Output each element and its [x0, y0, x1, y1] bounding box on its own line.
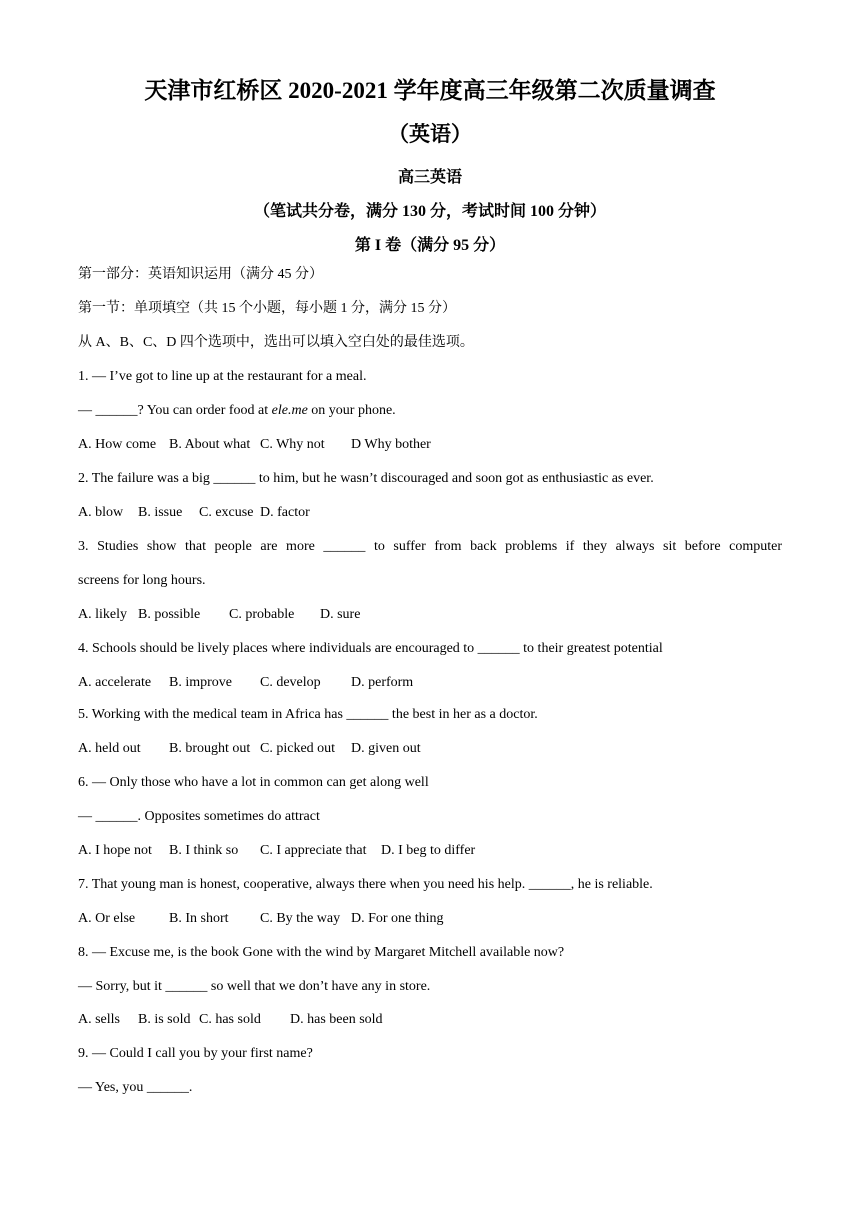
- exam-heading: 高三英语: [397, 169, 462, 186]
- exam-title: 天津市红桥区 2020-2021 学年度高三年级第二次质量调查: [144, 78, 716, 103]
- question-2-stem: 2. The failure was a big ______ to him, but he wasn’t discouraged and soon got as enthusiastic as ever.: [78, 471, 654, 486]
- question-5-option-c: C. picked out: [260, 741, 336, 756]
- question-1-stem: 1. — I’ve got to line up at the restaurant for a meal.: [78, 369, 367, 384]
- question-4-option-c: C. develop: [260, 675, 321, 690]
- question-3-option-d: D. sure: [320, 607, 361, 622]
- question-7-option-c: C. By the way: [260, 911, 341, 926]
- question-1-option-b: B. About what: [169, 437, 251, 452]
- question-4-option-d: D. perform: [351, 675, 414, 690]
- volume-title: 第 I 卷（满分 95 分）: [354, 237, 506, 254]
- question-8-option-c: C. has sold: [199, 1012, 261, 1027]
- question-6-reply: — ______. Opposites sometimes do attract: [78, 809, 320, 824]
- question-9-stem: 9. — Could I call you by your first name?: [78, 1046, 313, 1061]
- section-title: 第一节：单项填空（共 15 个小题，每小题 1 分，满分 15 分）: [78, 301, 456, 316]
- question-1-option-c: C. Why not: [260, 437, 325, 452]
- question-3-stem-line-2: screens for long hours.: [78, 573, 206, 588]
- question-1-reply-pre: — ______? You can order food at: [78, 403, 272, 418]
- question-6-option-c: C. I appreciate that: [260, 843, 367, 858]
- question-5-option-b: B. brought out: [169, 741, 251, 756]
- question-4-stem: 4. Schools should be lively places where individuals are encouraged to ______ to their greatest potential: [78, 641, 663, 656]
- question-8-option-b: B. is sold: [138, 1012, 191, 1027]
- question-3-option-b: B. possible: [138, 607, 201, 622]
- question-1-reply-em: ele.me: [271, 403, 308, 418]
- question-8-option-d: D. has been sold: [290, 1012, 383, 1027]
- question-9-reply: — Yes, you ______.: [78, 1080, 193, 1095]
- question-1-option-a: A. How come: [78, 437, 157, 452]
- question-2-option-b: B. issue: [138, 505, 183, 520]
- question-4-option-a: A. accelerate: [78, 675, 152, 690]
- question-6-option-b: B. I think so: [169, 843, 239, 858]
- question-5-option-d: D. given out: [351, 741, 421, 756]
- part-title: 第一部分：英语知识运用（满分 45 分）: [78, 267, 323, 282]
- exam-note: （笔试共分卷，满分 130 分，考试时间 100 分钟）: [253, 203, 606, 220]
- question-1-reply: [78, 402, 396, 420]
- question-2-option-a: A. blow: [78, 505, 124, 520]
- question-7-option-b: B. In short: [169, 911, 229, 926]
- question-2-option-d: D. factor: [260, 505, 310, 520]
- question-8-option-a: A. sells: [78, 1012, 120, 1027]
- question-8-reply: — Sorry, but it ______ so well that we don’t have any in store.: [78, 979, 431, 994]
- question-5-option-a: A. held out: [78, 741, 141, 756]
- directions: 从 A、B、C、D 四个选项中，选出可以填入空白处的最佳选项。: [78, 335, 474, 350]
- question-5-stem: 5. Working with the medical team in Africa has ______ the best in her as a doctor.: [78, 707, 538, 722]
- question-7-option-d: D. For one thing: [351, 911, 444, 926]
- question-3-stem-line-1: 3. Studies show that people are more ______ to suffer from back problems if they always sit before computer: [78, 539, 782, 554]
- question-4-option-b: B. improve: [169, 675, 232, 690]
- question-2-option-c: C. excuse: [199, 505, 254, 520]
- question-6-option-a: A. I hope not: [78, 843, 152, 858]
- question-1-reply-post: on your phone.: [307, 403, 396, 418]
- question-6-stem: 6. — Only those who have a lot in common can get along well: [78, 775, 429, 790]
- question-7-option-a: A. Or else: [78, 911, 136, 926]
- exam-subject: （英语）: [388, 122, 472, 146]
- question-7-stem: 7. That young man is honest, cooperative, always there when you need his help. ______, he is reliable.: [78, 877, 653, 892]
- question-1-option-d: D Why bother: [351, 437, 431, 452]
- question-3-option-a: A. likely: [78, 607, 127, 622]
- question-8-stem: 8. — Excuse me, is the book Gone with the wind by Margaret Mitchell available now?: [78, 945, 565, 960]
- question-6-option-d: D. I beg to differ: [381, 843, 476, 858]
- question-3-option-c: C. probable: [229, 607, 295, 622]
